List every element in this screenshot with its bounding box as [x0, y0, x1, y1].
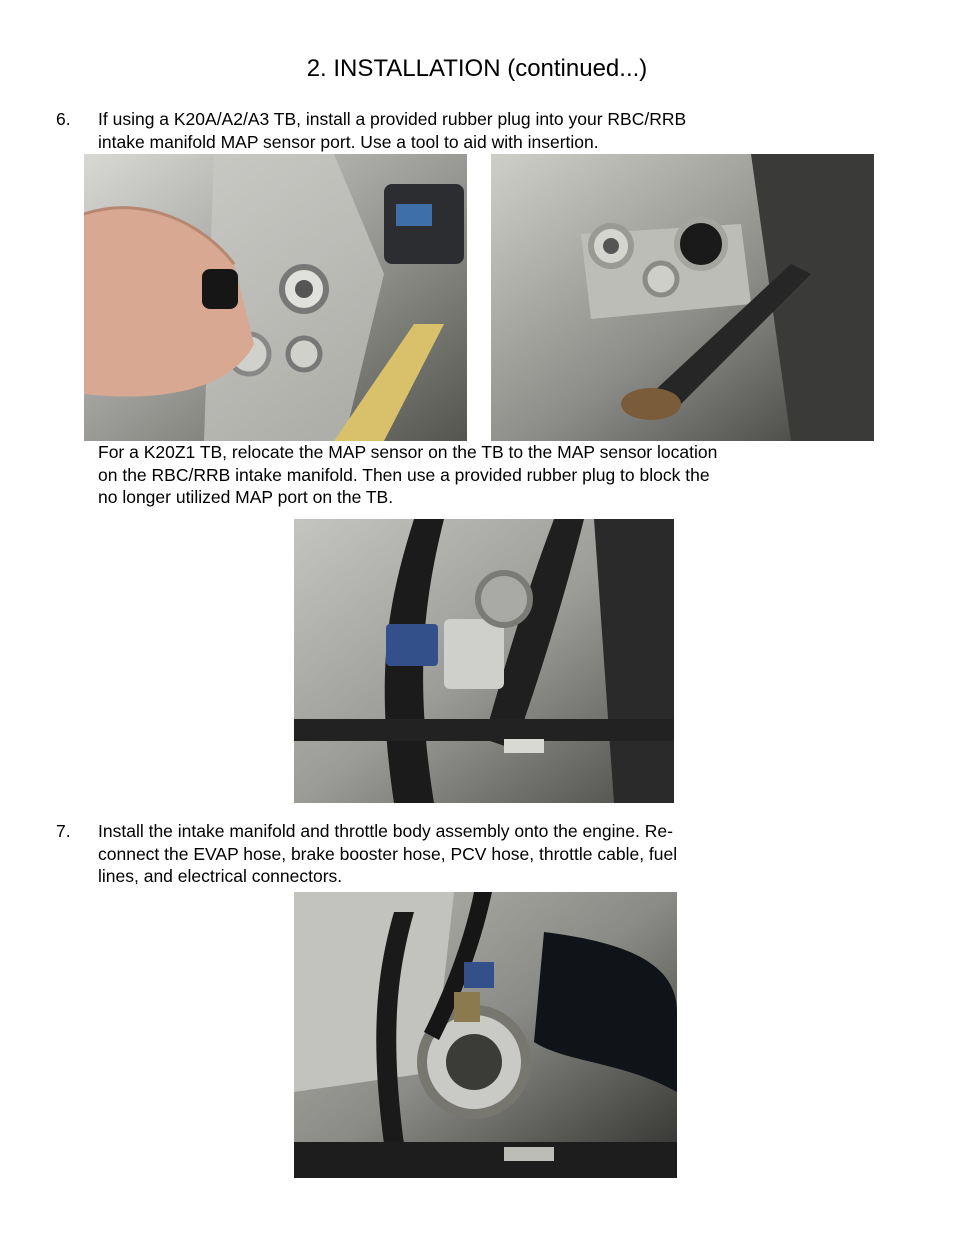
page-title: 2. INSTALLATION (continued...) — [306, 55, 648, 82]
k20z1-text: For a K20Z1 TB, relocate the MAP sensor on the TB to the MAP sensor location on the RBC/RRB intake manifold. Then use a provided rubber plug to block the no longer utilized MAP port on the TB. — [98, 442, 718, 507]
photo-map-sensor-relocated — [294, 519, 674, 803]
step-6-number: 6. — [56, 109, 71, 129]
photo-inserting-rubber-plug — [84, 154, 467, 441]
photo-plug-installed — [491, 154, 874, 441]
step-7-number: 7. — [56, 821, 71, 841]
step-7-text: Install the intake manifold and throttle body assembly onto the engine. Re- connect the EVAP hose, brake booster hose, PCV hose, throttle cable, fuel lines, and electrical connectors. — [98, 821, 678, 886]
photo-assembly-installed — [294, 892, 677, 1178]
step-6-text: If using a K20A/A2/A3 TB, install a provided rubber plug into your RBC/RRB intake manifold MAP sensor port. Use a tool to aid with insertion. — [98, 109, 687, 152]
